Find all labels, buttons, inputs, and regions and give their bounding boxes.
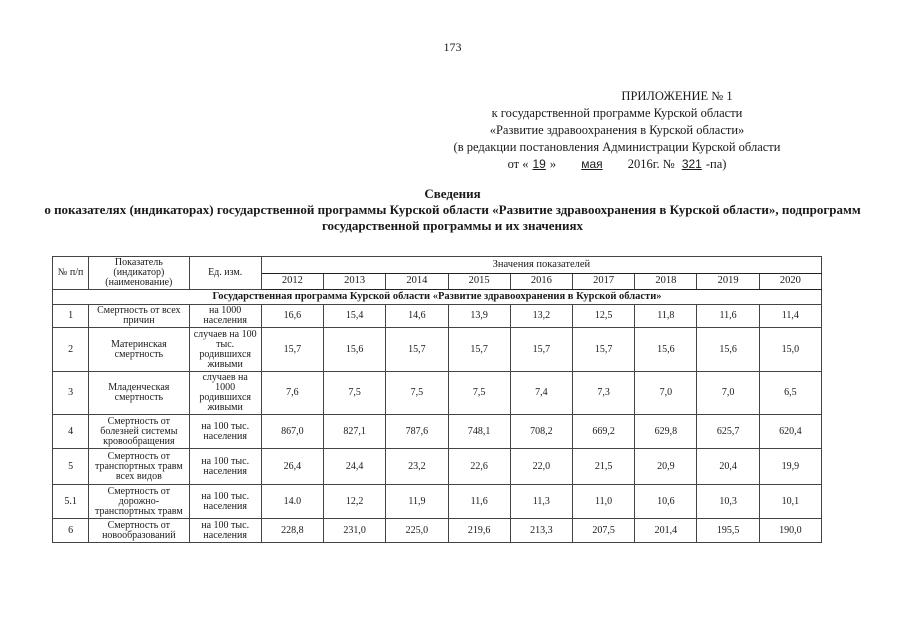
- row-unit: случаев на 100 тыс. родившихся живыми: [189, 328, 261, 372]
- row-value: 15,7: [386, 328, 448, 372]
- row-value: 7,6: [261, 372, 323, 415]
- header-year: 2020: [759, 273, 821, 290]
- row-value: 20,9: [635, 449, 697, 485]
- row-value: 231,0: [324, 519, 386, 543]
- date-month: мая: [581, 157, 603, 171]
- row-value: 20,4: [697, 449, 759, 485]
- row-num: 5: [53, 449, 89, 485]
- appendix-date-line: [407, 156, 827, 173]
- header-year: 2015: [448, 273, 510, 290]
- row-value: 7,0: [635, 372, 697, 415]
- document-heading: [30, 186, 875, 234]
- row-num: 3: [53, 372, 89, 415]
- doc-number: 321: [681, 157, 702, 171]
- row-value: 7,4: [510, 372, 572, 415]
- row-value: 787,6: [386, 415, 448, 449]
- date-mid: »: [549, 157, 557, 171]
- header-year: 2013: [324, 273, 386, 290]
- row-value: 867,0: [261, 415, 323, 449]
- row-value: 10,3: [697, 485, 759, 519]
- appendix-title: ПРИЛОЖЕНИЕ № 1: [621, 89, 733, 103]
- row-num: 4: [53, 415, 89, 449]
- row-value: 207,5: [572, 519, 634, 543]
- row-indicator: Смертность от всех причин: [89, 305, 189, 328]
- row-value: 629,8: [635, 415, 697, 449]
- row-indicator: Смертность от транспортных травм всех видов: [89, 449, 189, 485]
- row-value: 201,4: [635, 519, 697, 543]
- table-row: [53, 328, 822, 372]
- row-indicator: Материнская смертность: [89, 328, 189, 372]
- row-value: 748,1: [448, 415, 510, 449]
- date-day: 19: [532, 157, 546, 171]
- row-value: 22,0: [510, 449, 572, 485]
- row-value: 708,2: [510, 415, 572, 449]
- row-value: 10,6: [635, 485, 697, 519]
- row-value: 21,5: [572, 449, 634, 485]
- heading-subtitle: о показателях (индикаторах) государственной программы Курской области «Развитие здравоохранения в Курской области», подпрограмм государственной программы и их значениях: [44, 202, 861, 233]
- row-num: 5.1: [53, 485, 89, 519]
- row-num: 6: [53, 519, 89, 543]
- row-indicator: Смертность от болезней системы кровообращения: [89, 415, 189, 449]
- header-year: 2017: [572, 273, 634, 290]
- header-year: 2012: [261, 273, 323, 290]
- date-year: 2016г. №: [627, 157, 675, 171]
- row-value: 669,2: [572, 415, 634, 449]
- row-value: 11,6: [697, 305, 759, 328]
- row-unit: на 100 тыс. населения: [189, 415, 261, 449]
- row-value: 195,5: [697, 519, 759, 543]
- header-year: 2018: [635, 273, 697, 290]
- row-value: 10,1: [759, 485, 821, 519]
- row-value: 11,9: [386, 485, 448, 519]
- row-value: 827,1: [324, 415, 386, 449]
- row-value: 7,5: [448, 372, 510, 415]
- row-value: 228,8: [261, 519, 323, 543]
- header-num: № п/п: [53, 257, 89, 290]
- row-value: 24,4: [324, 449, 386, 485]
- header-year: 2016: [510, 273, 572, 290]
- row-value: 11,3: [510, 485, 572, 519]
- table-row: [53, 519, 822, 543]
- row-value: 15,6: [324, 328, 386, 372]
- row-value: 15,7: [261, 328, 323, 372]
- row-value: 15,7: [572, 328, 634, 372]
- row-value: 15,7: [448, 328, 510, 372]
- row-value: 15,0: [759, 328, 821, 372]
- row-value: 190,0: [759, 519, 821, 543]
- row-unit: на 100 тыс. населения: [189, 485, 261, 519]
- row-value: 7,5: [386, 372, 448, 415]
- row-value: 16,6: [261, 305, 323, 328]
- header-values: Значения показателей: [261, 257, 821, 274]
- row-value: 26,4: [261, 449, 323, 485]
- row-value: 15,6: [635, 328, 697, 372]
- row-value: 213,3: [510, 519, 572, 543]
- header-unit: Ед. изм.: [189, 257, 261, 290]
- appendix-line-3: (в редакции постановления Администрации Курской области: [453, 140, 781, 154]
- date-prefix: от «: [507, 157, 529, 171]
- row-value: 13,2: [510, 305, 572, 328]
- row-value: 620,4: [759, 415, 821, 449]
- row-value: 12,2: [324, 485, 386, 519]
- row-value: 19,9: [759, 449, 821, 485]
- header-year: 2014: [386, 273, 448, 290]
- indicators-table: [52, 256, 822, 543]
- appendix-line-2: «Развитие здравоохранения в Курской области»: [489, 123, 745, 137]
- table-row: [53, 305, 822, 328]
- row-value: 14,6: [386, 305, 448, 328]
- row-unit: на 100 тыс. населения: [189, 449, 261, 485]
- table-row: [53, 449, 822, 485]
- header-indicator: Показатель (индикатор) (наименование): [89, 257, 189, 290]
- row-unit: на 1000 населения: [189, 305, 261, 328]
- appendix-line-1: к государственной программе Курской области: [491, 106, 743, 120]
- row-value: 22,6: [448, 449, 510, 485]
- row-value: 11,8: [635, 305, 697, 328]
- row-unit: на 100 тыс. населения: [189, 519, 261, 543]
- row-indicator: Смертность от дорожно-транспортных травм: [89, 485, 189, 519]
- row-value: 15,4: [324, 305, 386, 328]
- row-value: 13,9: [448, 305, 510, 328]
- row-value: 225,0: [386, 519, 448, 543]
- table-row: [53, 415, 822, 449]
- row-value: 11,6: [448, 485, 510, 519]
- row-value: 7,5: [324, 372, 386, 415]
- appendix-block: [407, 88, 827, 173]
- row-num: 1: [53, 305, 89, 328]
- heading-title: Сведения: [424, 186, 481, 201]
- row-indicator: Смертность от новообразований: [89, 519, 189, 543]
- row-value: 6,5: [759, 372, 821, 415]
- row-value: 11,0: [572, 485, 634, 519]
- row-value: 7,3: [572, 372, 634, 415]
- table-row: [53, 485, 822, 519]
- header-year: 2019: [697, 273, 759, 290]
- row-value: 15,7: [510, 328, 572, 372]
- row-num: 2: [53, 328, 89, 372]
- section-title: Государственная программа Курской области «Развитие здравоохранения в Курской области»: [53, 290, 822, 305]
- row-value: 11,4: [759, 305, 821, 328]
- date-end: -па): [705, 157, 727, 171]
- row-unit: случаев на 1000 родившихся живыми: [189, 372, 261, 415]
- row-value: 15,6: [697, 328, 759, 372]
- page-number: 173: [443, 40, 462, 54]
- row-indicator: Младенческая смертность: [89, 372, 189, 415]
- row-value: 7,0: [697, 372, 759, 415]
- table-row: [53, 372, 822, 415]
- row-value: 12,5: [572, 305, 634, 328]
- row-value: 219,6: [448, 519, 510, 543]
- row-value: 23,2: [386, 449, 448, 485]
- row-value: 625,7: [697, 415, 759, 449]
- row-value: 14.0: [261, 485, 323, 519]
